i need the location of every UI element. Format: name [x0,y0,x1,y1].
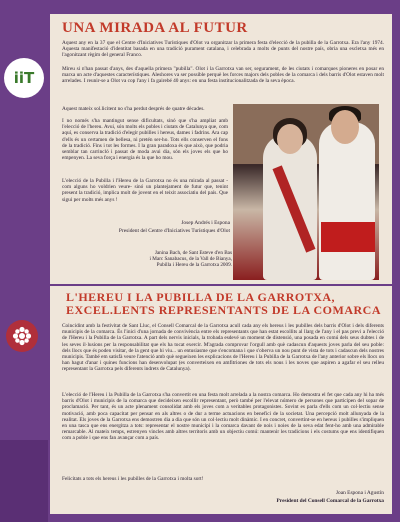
consell-comarcal-logo [6,320,38,352]
cit-logo-text: iiT [13,69,35,87]
photo-caption-line-3: Pubilla i Hereu de la Garrotxa 2009. [156,262,232,268]
cit-logo [4,58,44,98]
photo-caption-line-1: Janina Bach, de Sant Esteve d'en Bas [154,250,232,256]
article-1-paragraph-5: L'elecció de la Pubilla i l'Hereu de la Garrotxa no és una mirada al passat -com alguns ho voldrien veure- sinó un plantejament de futur que, tenint present la tradició, implica molt de jovent en el teixit associatiu del país. Que sigui per molts més anys ! [62,178,228,203]
flower-icon [12,326,32,346]
article-1-signature-role: President del Centre d'Iniciatives Turístiques d'Olot [118,228,230,234]
article-2-title-line-2: EXCEL.LENTS REPRESENTANTS DE LA COMARCA [66,303,381,317]
photo-caption-line-2: i Marc Sanabacus, de la Vall de Bianya, [149,256,232,262]
article-1-title: UNA MIRADA AL FUTUR [62,20,248,36]
article-2-paragraph-1: Coincidint amb la festivitat de Sant Lluc, el Consell Comarcal de la Garrotxa acull cada any els hereus i les pubilles dels barris d'Olot i dels diferents municipis de la comarca. És l'inici d'una jornada de convivència entre els representants que han estat escollits al llarg de l'any i el pas previ a l'elecció de l'Hereu i la Pubilla de la Garrotxa. A part dels nervis inicials, la trobada esdevé un moment de distensió, una posada en comú dels seus dubtes i de les seves il·lusions per la responsabilitat que els ha tocat exercir. M'agrada comprovar l'orgull amb què cadascun d'aquests joves parla del seu poble: dels llocs que és poden visitar, de la gent que hi viu... un entusiasme que s'encomana i que s'oberva un nou punt de vista de tots i cadascun dels nostres municipis. També em satisfà veure l'atenció amb què segueixen les explicacions de l'Hereu i la Pubilla de la Garrotxa de l'any anterior sobre els llocs on han hagut d'anar i quines funcions han desenvolupat (es converteixen en amfitriones de tots els nous i les noves que aspiren a agafar el seu relleu representant la Garrotxa pels diferents indrets de Catalunya). [62,323,384,373]
photo-hereu [319,122,375,280]
photo-hereu-sash [321,222,375,252]
article-1-paragraph-3: Aquest mateix sol.licitent no s'ha perdut després de quatre dècades. [62,106,205,112]
photo-hereu-face [331,110,359,144]
article-2-paragraph-3: Felicitats a tots els hereus i les pubilles de la Garrotxa i molta sort! [62,476,204,482]
hereu-pubilla-photo [233,104,379,280]
photo-caption [112,250,232,268]
article-1-paragraph-2: Mireu si n'han passat d'anys, des d'aquella primera "pubilla". Olot i la Garrotxa van ser, segurament, de les ciutats i comarques pioneres en posar en marxa un acte d'aquestes característiques. Aleshores va ser possible perquè les forces majors dels pobles de la comarca i dels barris d'Olot estaven molt arrelades. I reunir-se a Olot va cop l'any i fa gairebé 40 anys: en una festa institucionalitzada de la seva època. [62,66,384,85]
article-2-signature-name: Joan Espona i Agustín [335,490,384,496]
article-1-paragraph-4: I no només s'ha mantingut sense dificultats, sinó que s'ha ampliat amb l'elecció de l'hereu. Avui, són molts els pobles i ciutats de Catalunya que, com aquí, es conserva la tradició d'elegir pubilles i hereus, dames i fadrins. Ara cap d'ells és un certamen de bellesa, ni pretén ser-ho. Tots ells conserven el fons de la tradició. Fins i tot les formes. I la gran paradoxa és que això, que podria semblar tan carrincló i passat de moda avui dia, són els joves els que ho empenyen. La seva força i energia és la que ho mou. [62,118,228,162]
photo-pubilla-face [277,124,303,154]
article-2-title [66,291,384,317]
article-2-paragraph-2: L'elecció de l'Hereu i la Pubilla de la Garrotxa s'ha convertit en una festa molt arrelada a la nostra comarca. Ho demostra el fet que cada any hi ha més barris d'Olot i municipis de la comarca que decideixen escollir representant, però també per l'elevat número de persones que participen del sopar de proclamació. Per tant, és un acte plenament consolidat amb els joves com a veritables protagonistes. Sovint es parla d'ells com un col·lectiu sense motivació, amb poca capacitat per pensar en als altres o de dur a terme actuacions en benefici de la societat. Una percepció molt allunyada de la realitat. Els joves de la Garrotxa ens demostren dia a dia que són un col·lectiu molt dinàmic. I en concret, convertint-se en hereus i pubilles s'impliquen en una tasca que ens energitza a tots: representar el nostre municipi i la comarca davant de nois i noies de la seva edat fent-ho amb una admirable remarcable. Al mateix temps, estrenyen vincles amb altres territoris amb un objectiu comú: mantenir les tradicions i els costums que ens identifiquen com a poble i que ens fan avançar com a país. [62,392,384,442]
decorative-band [0,440,48,522]
article-1-signature-name: Josep Andrés i Espona [181,220,230,226]
article-1-paragraph-1: Aquest any en la 37 que el Centre d'Iniciatives Turístiques d'Olot va organitzar la primera festa d'elecció de la pubilla de la Garrotxa. Era l'any 1974. Aquesta manifestació d'identitat basada en una tradició purament catalana, i celebrada a molts de punts del nostre país, obria una escletxa més en l'agonitzant règim del general Franco. [62,40,384,59]
article-2-title-line-1: L'HEREU I LA PUBILLA DE LA GARROTXA, [66,290,336,304]
article-2-signature-role: President del Consell Comarcal de la Garrotxa [276,498,384,504]
